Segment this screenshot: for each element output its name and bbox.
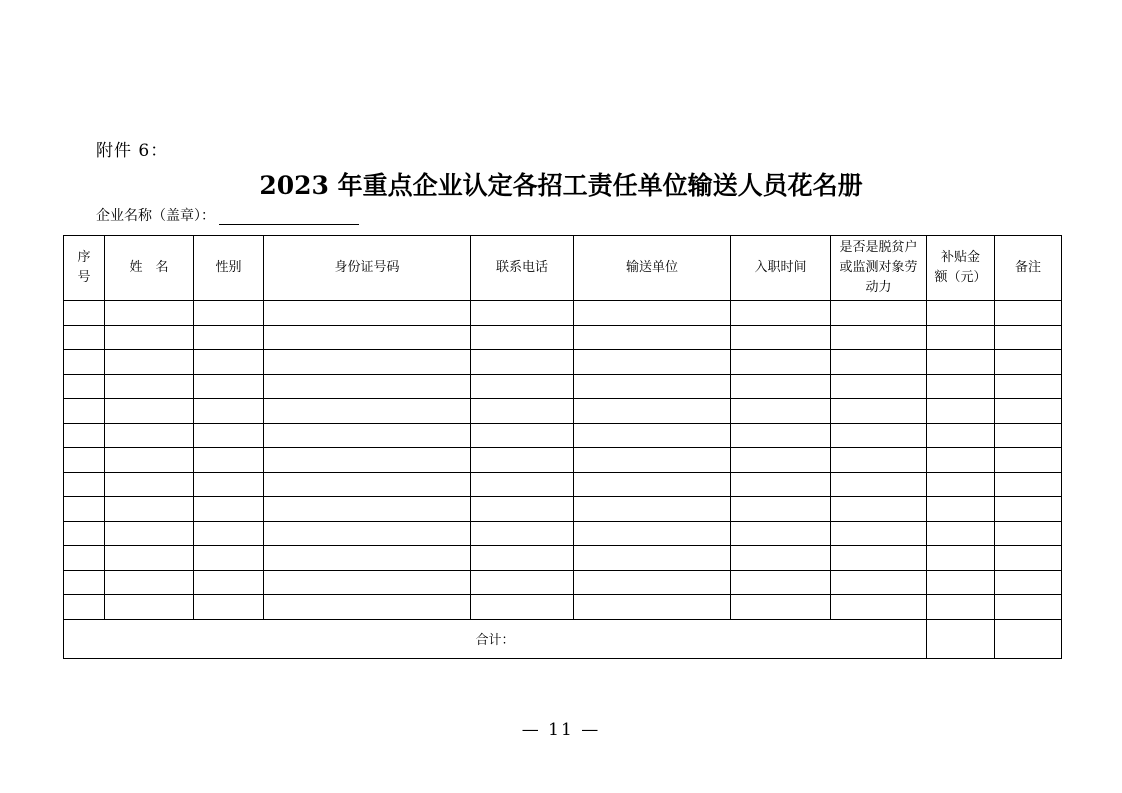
table-row — [64, 374, 1062, 399]
header-phone: 联系电话 — [471, 236, 574, 301]
gender-cell[interactable] — [194, 472, 264, 497]
sending-unit-cell[interactable] — [574, 325, 731, 350]
serial-cell[interactable] — [64, 301, 105, 326]
name-cell[interactable] — [105, 595, 194, 620]
phone-cell[interactable] — [471, 521, 574, 546]
header-poverty-status: 是否是脱贫户 或监测对象劳 动力 — [831, 236, 927, 301]
header-remarks: 备注 — [995, 236, 1062, 301]
phone-cell[interactable] — [471, 448, 574, 473]
sending-unit-cell[interactable] — [574, 521, 731, 546]
serial-cell[interactable] — [64, 472, 105, 497]
name-cell[interactable] — [105, 546, 194, 571]
subsidy-cell[interactable] — [927, 399, 995, 424]
poverty-status-cell[interactable] — [831, 374, 927, 399]
remarks-cell[interactable] — [995, 546, 1062, 571]
name-cell[interactable] — [105, 448, 194, 473]
serial-cell[interactable] — [64, 570, 105, 595]
hire-date-cell[interactable] — [731, 570, 831, 595]
name-cell[interactable] — [105, 570, 194, 595]
hire-date-cell[interactable] — [731, 497, 831, 522]
hire-date-cell[interactable] — [731, 448, 831, 473]
serial-cell[interactable] — [64, 325, 105, 350]
serial-cell[interactable] — [64, 399, 105, 424]
remarks-cell[interactable] — [995, 497, 1062, 522]
hire-date-cell[interactable] — [731, 374, 831, 399]
id-number-cell[interactable] — [264, 423, 471, 448]
hire-date-cell[interactable] — [731, 399, 831, 424]
poverty-status-cell[interactable] — [831, 399, 927, 424]
subsidy-cell[interactable] — [927, 521, 995, 546]
phone-cell[interactable] — [471, 546, 574, 571]
sending-unit-cell[interactable] — [574, 399, 731, 424]
poverty-status-cell[interactable] — [831, 448, 927, 473]
poverty-status-cell[interactable] — [831, 423, 927, 448]
serial-cell[interactable] — [64, 497, 105, 522]
attachment-label: 附件 6： — [96, 141, 169, 161]
subsidy-cell[interactable] — [927, 423, 995, 448]
id-number-cell[interactable] — [264, 570, 471, 595]
company-name-line — [96, 205, 359, 225]
table-row — [64, 472, 1062, 497]
subsidy-cell[interactable] — [927, 448, 995, 473]
sending-unit-cell[interactable] — [574, 301, 731, 326]
hire-date-cell[interactable] — [731, 325, 831, 350]
gender-cell[interactable] — [194, 595, 264, 620]
gender-cell[interactable] — [194, 497, 264, 522]
subsidy-cell[interactable] — [927, 325, 995, 350]
sending-unit-cell[interactable] — [574, 423, 731, 448]
gender-cell[interactable] — [194, 350, 264, 375]
subsidy-cell[interactable] — [927, 595, 995, 620]
hire-date-cell[interactable] — [731, 595, 831, 620]
gender-cell[interactable] — [194, 301, 264, 326]
total-label: 合计： — [64, 619, 927, 658]
table-row — [64, 521, 1062, 546]
gender-cell[interactable] — [194, 521, 264, 546]
subsidy-cell[interactable] — [927, 546, 995, 571]
id-number-cell[interactable] — [264, 472, 471, 497]
poverty-status-cell[interactable] — [831, 595, 927, 620]
table-row — [64, 595, 1062, 620]
subsidy-cell[interactable] — [927, 350, 995, 375]
id-number-cell[interactable] — [264, 521, 471, 546]
table-row — [64, 497, 1062, 522]
phone-cell[interactable] — [471, 423, 574, 448]
subsidy-cell[interactable] — [927, 570, 995, 595]
sending-unit-cell[interactable] — [574, 570, 731, 595]
table-header-row — [64, 236, 1062, 301]
phone-cell[interactable] — [471, 374, 574, 399]
name-cell[interactable] — [105, 301, 194, 326]
remarks-cell[interactable] — [995, 595, 1062, 620]
serial-cell[interactable] — [64, 521, 105, 546]
gender-cell[interactable] — [194, 448, 264, 473]
phone-cell[interactable] — [471, 472, 574, 497]
phone-cell[interactable] — [471, 325, 574, 350]
table-row — [64, 423, 1062, 448]
table-row — [64, 350, 1062, 375]
name-cell[interactable] — [105, 374, 194, 399]
gender-cell[interactable] — [194, 399, 264, 424]
subsidy-cell[interactable] — [927, 301, 995, 326]
poverty-status-cell[interactable] — [831, 325, 927, 350]
id-number-cell[interactable] — [264, 546, 471, 571]
gender-cell[interactable] — [194, 423, 264, 448]
serial-cell[interactable] — [64, 350, 105, 375]
hire-date-cell[interactable] — [731, 350, 831, 375]
remarks-cell[interactable] — [995, 350, 1062, 375]
table-body — [64, 301, 1062, 620]
name-cell[interactable] — [105, 521, 194, 546]
phone-cell[interactable] — [471, 570, 574, 595]
sending-unit-cell[interactable] — [574, 350, 731, 375]
hire-date-cell[interactable] — [731, 301, 831, 326]
name-cell[interactable] — [105, 423, 194, 448]
table-row — [64, 301, 1062, 326]
poverty-status-cell[interactable] — [831, 472, 927, 497]
remarks-cell[interactable] — [995, 472, 1062, 497]
hire-date-cell[interactable] — [731, 546, 831, 571]
remarks-cell[interactable] — [995, 521, 1062, 546]
serial-cell[interactable] — [64, 595, 105, 620]
remarks-cell[interactable] — [995, 423, 1062, 448]
phone-cell[interactable] — [471, 301, 574, 326]
sending-unit-cell[interactable] — [574, 448, 731, 473]
poverty-status-cell[interactable] — [831, 497, 927, 522]
id-number-cell[interactable] — [264, 325, 471, 350]
remarks-cell[interactable] — [995, 399, 1062, 424]
company-name-blank[interactable] — [219, 208, 359, 225]
gender-cell[interactable] — [194, 374, 264, 399]
header-id-number: 身份证号码 — [264, 236, 471, 301]
hire-date-cell[interactable] — [731, 472, 831, 497]
remarks-cell[interactable] — [995, 448, 1062, 473]
company-name-label: 企业名称（盖章）： — [96, 208, 215, 224]
total-remarks-cell[interactable] — [995, 619, 1062, 658]
sending-unit-cell[interactable] — [574, 546, 731, 571]
name-cell[interactable] — [105, 497, 194, 522]
sending-unit-cell[interactable] — [574, 472, 731, 497]
remarks-cell[interactable] — [995, 325, 1062, 350]
header-name: 姓 名 — [105, 236, 194, 301]
phone-cell[interactable] — [471, 595, 574, 620]
id-number-cell[interactable] — [264, 448, 471, 473]
subsidy-cell[interactable] — [927, 497, 995, 522]
name-cell[interactable] — [105, 350, 194, 375]
page-title: 2023 年重点企业认定各招工责任单位输送人员花名册 — [259, 171, 863, 200]
id-number-cell[interactable] — [264, 497, 471, 522]
sending-unit-cell[interactable] — [574, 374, 731, 399]
gender-cell[interactable] — [194, 325, 264, 350]
name-cell[interactable] — [105, 472, 194, 497]
total-subsidy-cell[interactable] — [927, 619, 995, 658]
table-row — [64, 399, 1062, 424]
serial-cell[interactable] — [64, 423, 105, 448]
name-cell[interactable] — [105, 399, 194, 424]
remarks-cell[interactable] — [995, 570, 1062, 595]
page-number: — 11 — — [521, 720, 601, 740]
gender-cell[interactable] — [194, 570, 264, 595]
subsidy-cell[interactable] — [927, 472, 995, 497]
poverty-status-cell[interactable] — [831, 570, 927, 595]
id-number-cell[interactable] — [264, 374, 471, 399]
sending-unit-cell[interactable] — [574, 595, 731, 620]
sending-unit-cell[interactable] — [574, 497, 731, 522]
poverty-status-cell[interactable] — [831, 521, 927, 546]
id-number-cell[interactable] — [264, 595, 471, 620]
header-hire-date: 入职时间 — [731, 236, 831, 301]
table-row — [64, 325, 1062, 350]
header-gender: 性别 — [194, 236, 264, 301]
hire-date-cell[interactable] — [731, 423, 831, 448]
header-subsidy-amount: 补贴金 额（元） — [927, 236, 995, 301]
serial-cell[interactable] — [64, 374, 105, 399]
total-row — [64, 619, 1062, 658]
roster-table — [63, 235, 1062, 659]
table-row — [64, 448, 1062, 473]
id-number-cell[interactable] — [264, 301, 471, 326]
poverty-status-cell[interactable] — [831, 546, 927, 571]
table-row — [64, 570, 1062, 595]
table-row — [64, 546, 1062, 571]
header-serial-number: 序 号 — [64, 236, 105, 301]
remarks-cell[interactable] — [995, 301, 1062, 326]
id-number-cell[interactable] — [264, 399, 471, 424]
subsidy-cell[interactable] — [927, 374, 995, 399]
poverty-status-cell[interactable] — [831, 350, 927, 375]
serial-cell[interactable] — [64, 546, 105, 571]
gender-cell[interactable] — [194, 546, 264, 571]
poverty-status-cell[interactable] — [831, 301, 927, 326]
hire-date-cell[interactable] — [731, 521, 831, 546]
header-sending-unit: 输送单位 — [574, 236, 731, 301]
remarks-cell[interactable] — [995, 374, 1062, 399]
serial-cell[interactable] — [64, 448, 105, 473]
id-number-cell[interactable] — [264, 350, 471, 375]
phone-cell[interactable] — [471, 399, 574, 424]
phone-cell[interactable] — [471, 350, 574, 375]
name-cell[interactable] — [105, 325, 194, 350]
phone-cell[interactable] — [471, 497, 574, 522]
